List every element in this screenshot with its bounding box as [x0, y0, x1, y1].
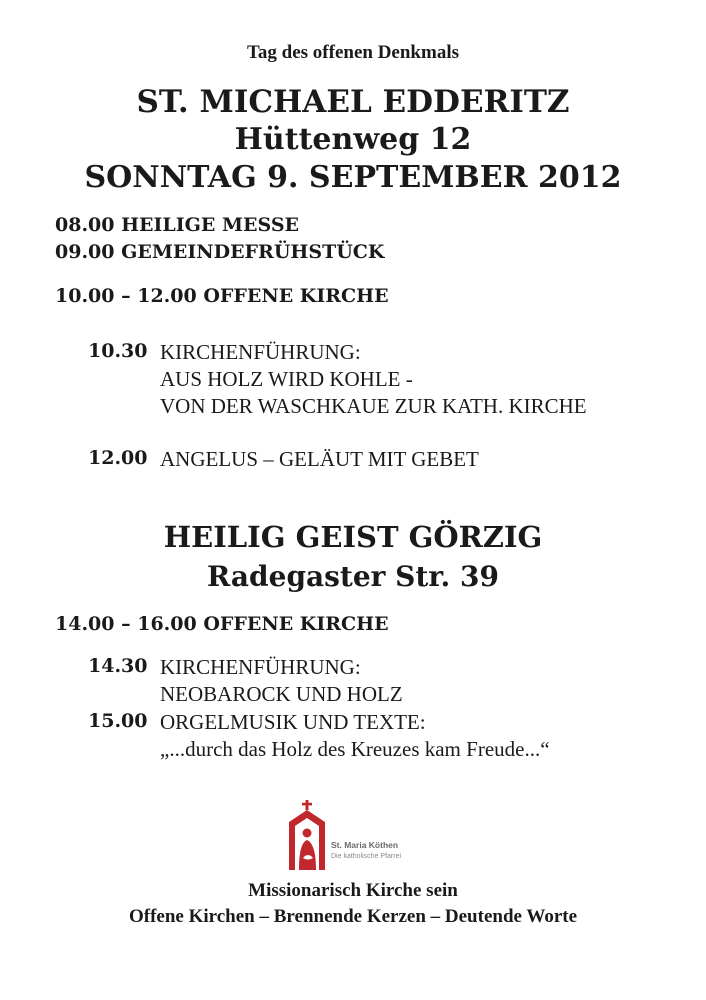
- sub-event: [88, 710, 148, 732]
- church1-street: Hüttenweg 12: [234, 122, 472, 157]
- logo-subtitle: Die katholische Pfarrei: [331, 853, 402, 860]
- footer-line: Missionarisch Kirche sein: [248, 880, 458, 901]
- parish-logo: [285, 800, 435, 872]
- sub-event-line: ANGELUS – GELÄUT MIT GEBET: [160, 447, 479, 471]
- schedule-item: 08.00 HEILIGE MESSE: [55, 214, 300, 236]
- sub-event: [88, 340, 148, 362]
- sub-event-line: NEOBAROCK UND HOLZ: [160, 682, 403, 706]
- sub-event-line: ORGELMUSIK UND TEXTE:: [160, 710, 426, 734]
- logo-name: St. Maria Köthen: [331, 840, 399, 850]
- schedule-item: 10.00 – 12.00 OFFENE KIRCHE: [55, 285, 389, 307]
- sub-event-line: „...durch das Holz des Kreuzes kam Freude...“: [160, 737, 550, 761]
- footer-line: Offene Kirchen – Brennende Kerzen – Deutende Worte: [128, 906, 578, 927]
- sub-event-time: 15.00: [88, 710, 148, 732]
- sub-event-line: VON DER WASCHKAUE ZUR KATH. KIRCHE: [160, 394, 587, 418]
- sub-event-line: KIRCHENFÜHRUNG:: [160, 655, 361, 679]
- sub-event-line: AUS HOLZ WIRD KOHLE -: [160, 367, 413, 391]
- church-icon: [289, 800, 325, 870]
- sub-event-time: 14.30: [88, 655, 148, 677]
- church2-name: HEILIG GEIST GÖRZIG: [163, 520, 543, 554]
- sub-event: [88, 447, 148, 469]
- schedule-item: 14.00 – 16.00 OFFENE KIRCHE: [55, 613, 389, 635]
- sub-event-time: 10.30: [88, 340, 148, 362]
- sub-event-time: 12.00: [88, 447, 148, 469]
- sub-event: [88, 655, 148, 677]
- sub-event-line: KIRCHENFÜHRUNG:: [160, 340, 361, 364]
- event-title: Tag des offenen Denkmals: [246, 42, 459, 63]
- schedule-item: 09.00 GEMEINDEFRÜHSTÜCK: [55, 241, 385, 263]
- church1-name: ST. MICHAEL EDDERITZ: [136, 84, 570, 120]
- church1-date: SONNTAG 9. SEPTEMBER 2012: [84, 160, 622, 195]
- church2-street: Radegaster Str. 39: [207, 560, 499, 593]
